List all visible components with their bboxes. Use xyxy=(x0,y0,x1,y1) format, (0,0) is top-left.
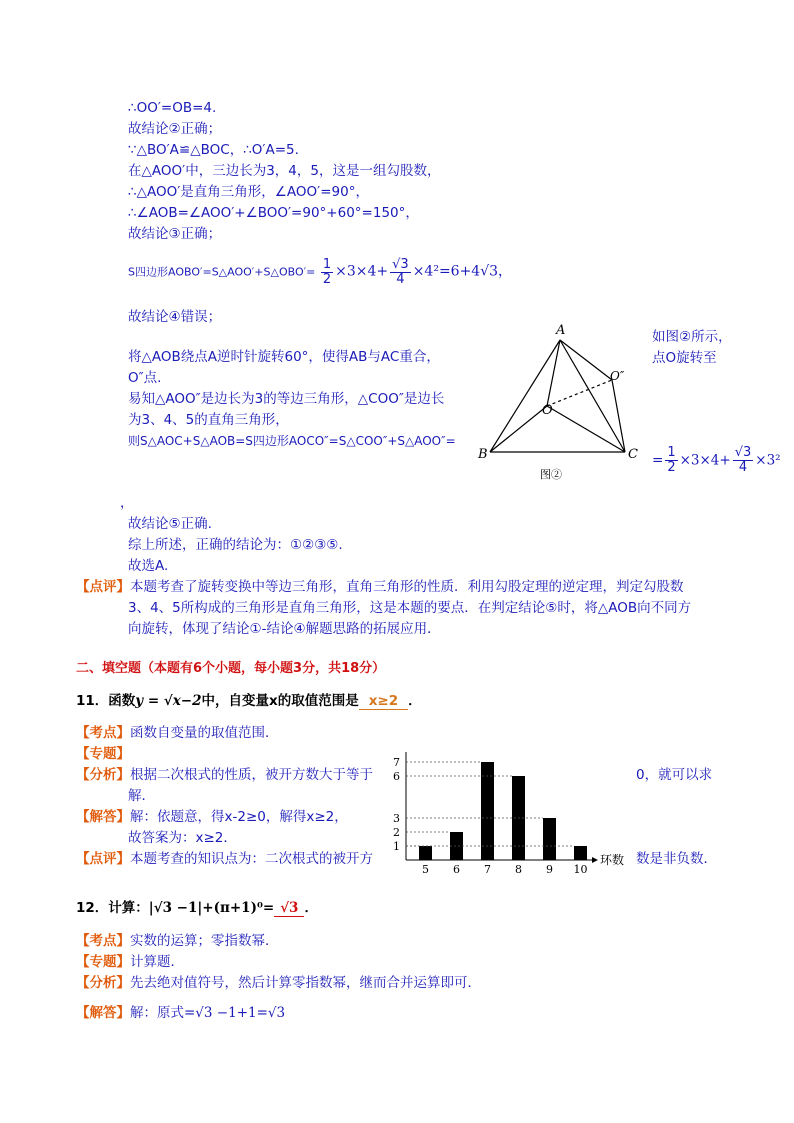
area-formula-2: = $\frac{1}{2}$ ×3×4+ $\frac{√3}{4}$ ×3² xyxy=(652,445,781,475)
solution-line-2: 故结论②正确； xyxy=(128,121,222,137)
area-rhs: ×3×4+ xyxy=(335,263,389,280)
x-tick-7: 7 xyxy=(484,863,491,876)
solution-line-15: 故结论⑤正确. xyxy=(128,516,212,532)
q11-dianping-tag: 【点评】 xyxy=(76,851,130,867)
x-tick-10: 10 xyxy=(573,863,588,876)
q12-zhuanti xyxy=(76,953,184,971)
area-rhs2: ×4²=6+4√3， xyxy=(412,263,513,280)
q12-fenxi-text: 先去绝对值符号，然后计算零指数幂，继而合并运算即可． xyxy=(130,975,481,991)
solution-line-4: 在△AOO′中，三边长为3，4，5，这是一组勾股数， xyxy=(128,163,441,179)
x-axis-label: 环数 xyxy=(600,853,625,867)
fraction-sqrt3-4-2: $\frac{√3}{4}$ xyxy=(734,445,752,475)
bar-10 xyxy=(574,846,587,860)
q11-kaodian-tag: 【考点】 xyxy=(76,725,130,741)
section-title: 二、填空题（本题有6个小题，每小题3分，共18分） xyxy=(76,661,386,676)
figure-ref-text: 如图②所示， xyxy=(652,329,732,345)
solution-line-10b: O″点. xyxy=(128,370,162,386)
solution-line-3: ∵△BO′A≌△BOC，∴O′A=5. xyxy=(128,142,299,158)
label-A: A xyxy=(556,323,566,338)
comment-line-3: 向旋转，体现了结论①-结论④解题思路的拓展应用． xyxy=(128,621,441,637)
solution-line-12: 为3、4、5的直角三角形， xyxy=(128,412,289,428)
q11-end: ． xyxy=(408,693,422,709)
q12-zhuanti-tag: 【专题】 xyxy=(76,954,130,970)
l13-rhs: ×3×4+ xyxy=(679,452,731,469)
q12-kaodian-text: 实数的运算；零指数幂． xyxy=(130,933,279,949)
q12-jieda-tag: 【解答】 xyxy=(76,1005,130,1021)
l13-rhs2: ×3² xyxy=(755,452,781,469)
q12-jieda-text: 解：原式=√3 −1+1=√3 xyxy=(130,1005,286,1021)
solution-line-5: ∴△AOO′是直角三角形，∠AOO′=90°， xyxy=(128,184,369,200)
comment-line-1 xyxy=(76,578,684,596)
area-formula xyxy=(128,258,512,287)
label-O2: O″ xyxy=(610,369,625,383)
bar-7 xyxy=(481,762,494,860)
solution-line-1: ∴OO′=OB=4. xyxy=(128,100,217,116)
solution-line-14: ， xyxy=(120,495,134,511)
q11-zhuanti xyxy=(76,745,130,763)
fraction-half: $\frac{1}{2}$ xyxy=(322,257,332,287)
q11-stem xyxy=(76,692,422,710)
q12-fenxi xyxy=(76,974,481,992)
q11-dianping xyxy=(76,850,373,868)
q12-end: ． xyxy=(304,900,318,916)
x-tick-5: 5 xyxy=(422,863,429,876)
solution-line-17: 故选A. xyxy=(128,558,169,574)
figure-caption: 图② xyxy=(540,468,562,481)
y-tick-6: 6 xyxy=(393,770,400,783)
label-C: C xyxy=(628,447,638,462)
x-tick-6: 6 xyxy=(453,863,460,876)
q11-fenxi xyxy=(76,766,373,784)
bar-chart xyxy=(382,748,634,878)
q12-stem xyxy=(76,899,318,917)
solution-line-16: 综上所述，正确的结论为：①②③⑤. xyxy=(128,537,343,553)
q12-jieda xyxy=(76,1004,285,1022)
fraction-sqrt3-4: $\frac{√3}{4}$ xyxy=(392,257,409,287)
y-tick-2: 2 xyxy=(393,826,400,839)
q11-jieda xyxy=(76,808,348,826)
q11-function: y = √x−2 xyxy=(135,693,202,709)
edge-AO2 xyxy=(560,340,612,380)
q12-zhuanti-text: 计算题． xyxy=(130,954,184,970)
q11-zhuanti-tag: 【专题】 xyxy=(76,746,130,762)
q11-dianping-end: 数是非负数． xyxy=(636,851,717,867)
solution-line-10: 将△AOB绕点A逆时针旋转60°，使得AB与AC重合， xyxy=(128,349,440,365)
comment-text-1: 本题考查了旋转变换中等边三角形，直角三角形的性质．利用勾股定理的逆定理，判定勾股数 xyxy=(130,579,684,595)
fraction-half-2: $\frac{1}{2}$ xyxy=(667,445,676,475)
q11-fenxi-2: 解． xyxy=(128,788,155,804)
bar-9 xyxy=(543,818,556,860)
q12-expression: |√3 −1|+(π+1)⁰= xyxy=(148,900,275,916)
q12-fenxi-tag: 【分析】 xyxy=(76,975,130,991)
x-tick-8: 8 xyxy=(515,863,522,876)
comment-line-2: 3、4、5所构成的三角形是直角三角形，这是本题的要点．在判定结论⑤时，将△AOB向不同方 xyxy=(128,600,692,616)
solution-line-11: 易知△AOO″是边长为3的等边三角形，△COO″是边长 xyxy=(128,391,445,407)
y-tick-1: 1 xyxy=(393,840,400,853)
q12-number: 12．计算： xyxy=(76,900,149,916)
q11-jieda-2: 故答案为：x≥2． xyxy=(128,830,237,846)
solution-line-7: 故结论③正确； xyxy=(128,226,222,242)
solution-line-6: ∴∠AOB=∠AOO′+∠BOO′=90°+60°=150°， xyxy=(128,205,419,221)
x-tick-9: 9 xyxy=(546,863,553,876)
y-tick-7: 7 xyxy=(393,756,400,769)
edge-CO xyxy=(547,406,625,452)
q12-answer: √3 xyxy=(274,900,304,917)
q12-kaodian xyxy=(76,932,279,950)
q11-fenxi-cont: 0，就可以求 xyxy=(636,767,713,783)
q11-dianping-text: 本题考查的知识点为：二次根式的被开方 xyxy=(130,851,373,867)
comment-tag: 【点评】 xyxy=(76,579,130,595)
solution-line-9: 故结论④错误； xyxy=(128,309,222,325)
bar-5 xyxy=(419,846,432,860)
q11-number: 11．函数 xyxy=(76,693,136,709)
rotate-to-text: 点O旋转至 xyxy=(652,350,717,366)
q12-kaodian-tag: 【考点】 xyxy=(76,933,130,949)
y-tick-3: 3 xyxy=(393,812,400,825)
q11-fenxi-tag: 【分析】 xyxy=(76,767,130,783)
label-B: B xyxy=(478,447,488,462)
area-lhs: S四边形AOBO′=S△AOO′+S△OBO′= xyxy=(128,265,316,279)
q11-kaodian-text: 函数自变量的取值范围． xyxy=(130,725,279,741)
label-O: O xyxy=(542,403,553,418)
edge-BO xyxy=(490,406,547,452)
q11-mid: 中，自变量x的取值范围是 xyxy=(201,693,359,709)
edge-OO2 xyxy=(547,380,612,406)
q11-jieda-tag: 【解答】 xyxy=(76,809,130,825)
x-axis-arrow xyxy=(592,857,598,863)
q11-jieda-text: 解：依题意，得x-2≥0，解得x≥2， xyxy=(130,809,348,825)
q11-answer: x≥2 xyxy=(359,693,408,710)
q11-fenxi-text: 根据二次根式的性质，被开方数大于等于 xyxy=(130,767,373,783)
q11-kaodian xyxy=(76,724,279,742)
triangle-figure xyxy=(470,318,650,488)
solution-line-13: 则S△AOC+S△AOB=S四边形AOCO″=S△COO″+S△AOO″= xyxy=(128,434,456,448)
